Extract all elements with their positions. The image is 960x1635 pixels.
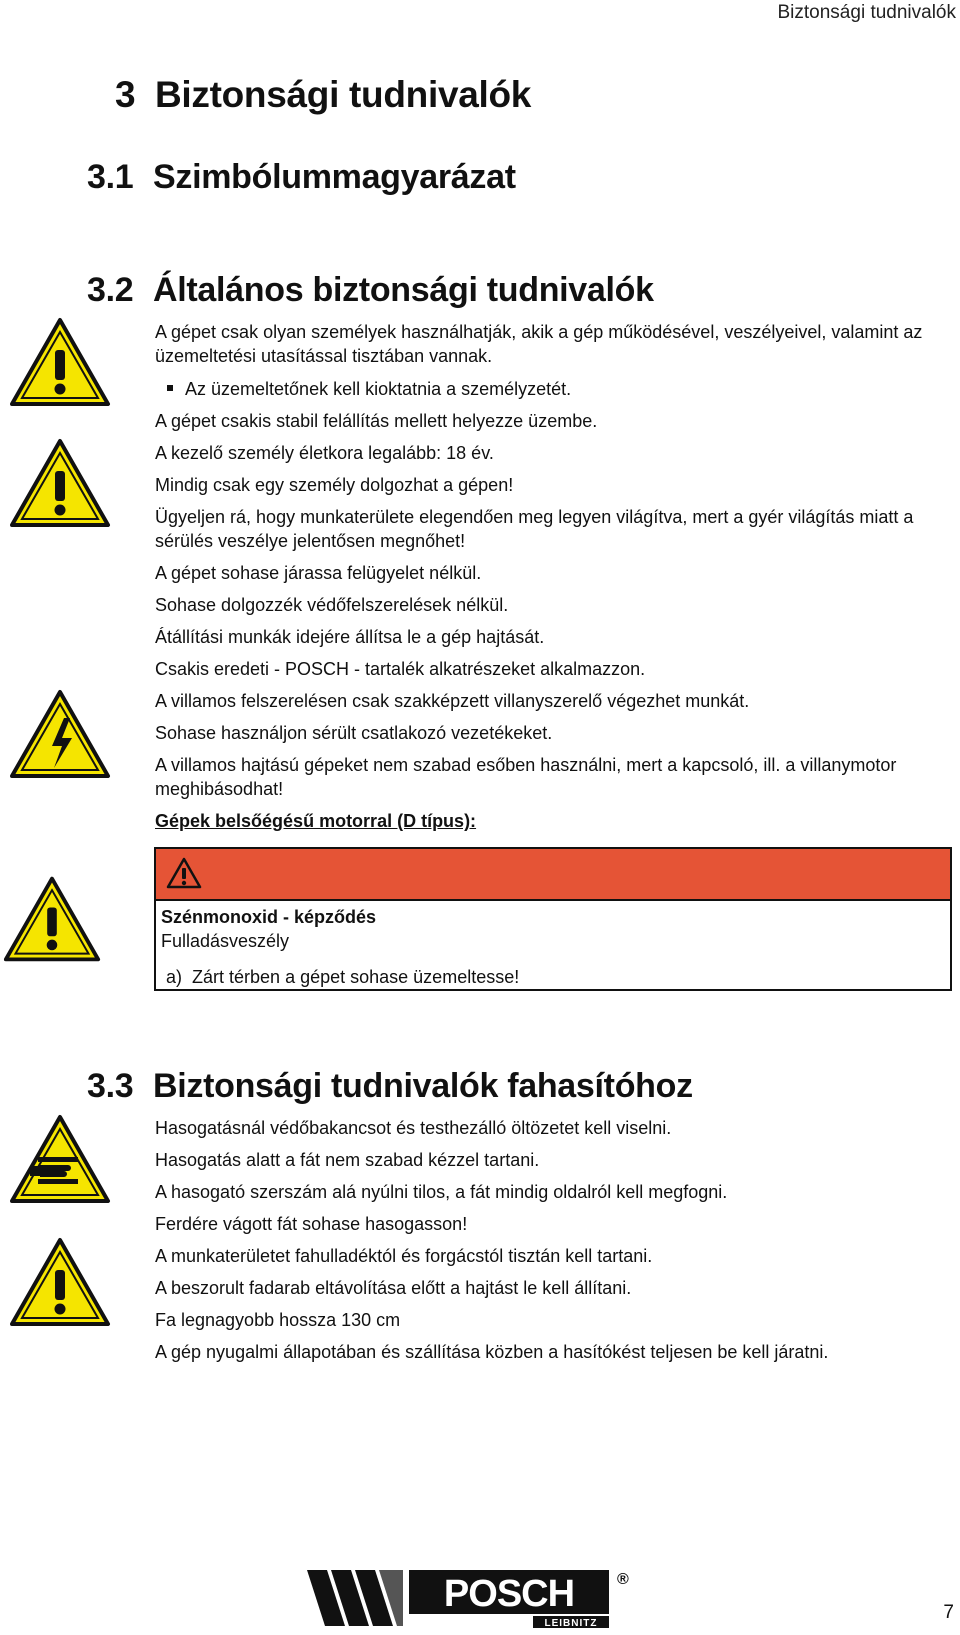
section-number: 3.2 xyxy=(87,271,134,309)
heading-section-3-2 xyxy=(87,271,654,310)
running-header: Biztonsági tudnivalók xyxy=(777,2,956,23)
section-number: 3.3 xyxy=(87,1067,134,1105)
warning-title: Szénmonoxid - képződés xyxy=(161,907,377,927)
paragraph: Sohase használjon sérült csatlakozó vezetékeket. xyxy=(155,723,553,743)
warning-triangle-icon xyxy=(8,437,112,529)
bullet-marker xyxy=(167,385,173,391)
logo-subtext: LEIBNITZ xyxy=(544,1618,598,1629)
paragraph: Átállítási munkák idejére állítsa le a gép hajtását. xyxy=(155,627,545,647)
heading-section-3 xyxy=(115,74,531,116)
paragraph: A beszorult fadarab eltávolítása előtt a hajtást le kell állítani. xyxy=(155,1278,632,1298)
paragraph: A gépet csakis stabil felállítás mellett helyezze üzembe. xyxy=(155,411,598,431)
paragraph: A munkaterületet fahulladéktól és forgácstól tisztán kell tartani. xyxy=(155,1246,653,1266)
logo-text: POSCH xyxy=(443,1573,575,1615)
warning-triangle-icon xyxy=(8,316,112,408)
section-title: Biztonsági tudnivalók fahasítóhoz xyxy=(153,1067,693,1105)
paragraph: A villamos hajtású gépeket nem szabad esőben használni, mert a kapcsoló, ill. a villanymotor meghibásodhat! xyxy=(155,755,897,799)
paragraph: Hasogatásnál védőbakancsot és testhezálló öltözetet kell viselni. xyxy=(155,1118,672,1138)
heading-section-3-3 xyxy=(87,1067,693,1106)
section-title: Szimbólummagyarázat xyxy=(153,158,516,196)
paragraph: A gép nyugalmi állapotában és szállítása közben a hasítókést teljesen be kell járatni. xyxy=(155,1342,829,1362)
electric-hazard-icon xyxy=(8,688,112,780)
warning-step xyxy=(166,967,519,988)
posch-logo-mark xyxy=(305,1566,635,1630)
page-number: 7 xyxy=(943,1602,954,1623)
warning-box xyxy=(154,847,952,991)
warning-triangle-icon xyxy=(8,1236,112,1328)
paragraph: Fa legnagyobb hossza 130 cm xyxy=(155,1310,401,1330)
paragraph: Ügyeljen rá, hogy munkaterülete elegendően meg legyen világítva, mert a gyér világítás miatt a sérülés veszélye jelentősen megnőhet! xyxy=(155,507,914,551)
section-number: 3 xyxy=(115,74,136,115)
paragraph: Sohase dolgozzék védőfelszerelések nélkül. xyxy=(155,595,509,615)
paragraph: A hasogató szerszám alá nyúlni tilos, a fát mindig oldalról kell megfogni. xyxy=(155,1182,728,1202)
section-title: Általános biztonsági tudnivalók xyxy=(153,271,654,309)
warning-bar xyxy=(156,849,950,901)
heading-section-3-1 xyxy=(87,158,516,197)
step-marker: a) xyxy=(166,967,183,987)
bullet-item xyxy=(167,377,571,401)
paragraph: A villamos felszerelésen csak szakképzett villanyszerelő végezhet munkát. xyxy=(155,691,750,711)
warning-subtitle: Fulladásveszély xyxy=(161,931,290,951)
paragraph: A kezelő személy életkora legalább: 18 év. xyxy=(155,443,494,463)
paragraph: Csakis eredeti - POSCH - tartalék alkatrészeket alkalmazzon. xyxy=(155,659,646,679)
paragraph: A gépet csak olyan személyek használhatják, akik a gép működésével, veszélyeivel, valamint az üzemeltetési utasítással tisztában vannak. xyxy=(155,322,923,366)
warning-triangle-icon xyxy=(2,874,102,964)
step-text: Zárt térben a gépet sohase üzemeltesse! xyxy=(192,967,520,987)
hand-crush-icon xyxy=(8,1113,112,1205)
posch-logo xyxy=(305,1566,635,1635)
paragraph: A gépet sohase járassa felügyelet nélkül. xyxy=(155,563,482,583)
registered-mark: ® xyxy=(617,1571,629,1588)
section-number: 3.1 xyxy=(87,158,134,196)
paragraph: Hasogatás alatt a fát nem szabad kézzel tartani. xyxy=(155,1150,540,1170)
warning-triangle-icon xyxy=(166,857,202,889)
engine-subheading: Gépek belsőégésű motorral (D típus): xyxy=(155,811,477,831)
paragraph: Ferdére vágott fát sohase hasogasson! xyxy=(155,1214,468,1234)
bullet-text: Az üzemeltetőnek kell kioktatnia a személyzetét. xyxy=(185,379,572,399)
paragraph: Mindig csak egy személy dolgozhat a gépen! xyxy=(155,475,514,495)
section-title: Biztonsági tudnivalók xyxy=(155,74,532,115)
